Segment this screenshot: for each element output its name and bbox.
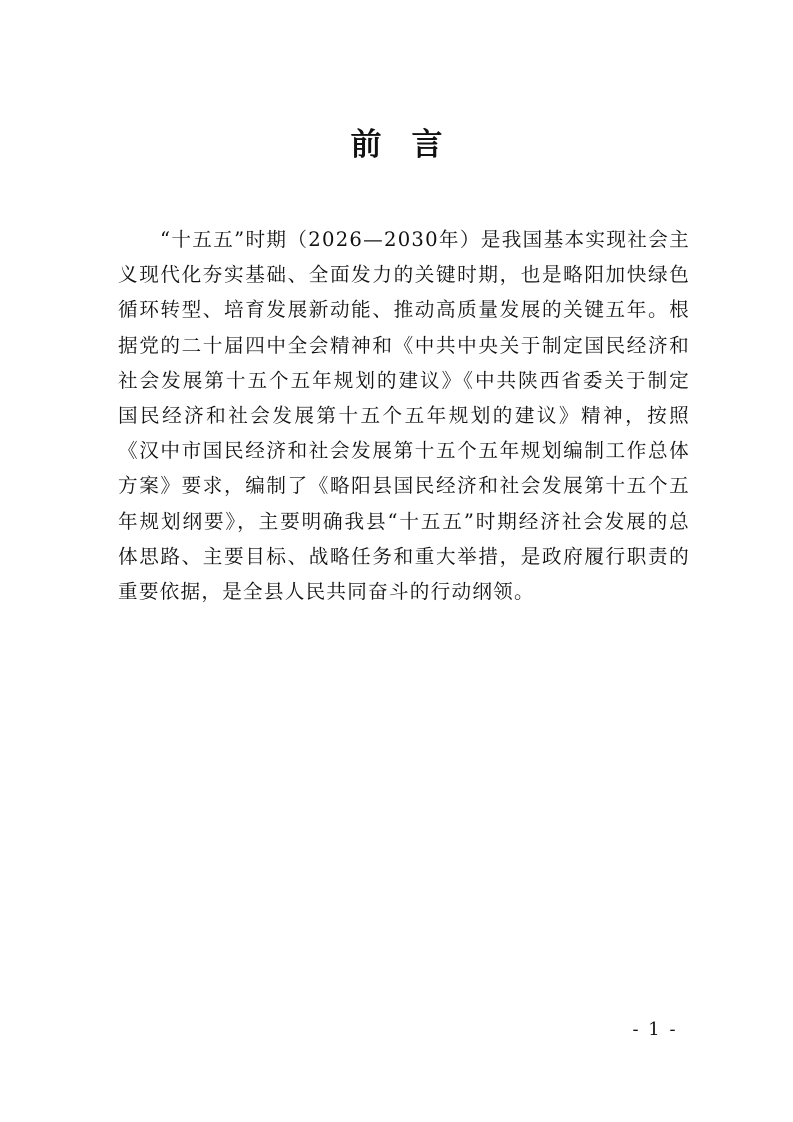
- page-title: 前言: [350, 127, 473, 163]
- page-number: - 1 -: [632, 1019, 678, 1040]
- preface-paragraph: “十五五”时期（2026—2030年）是我国基本实现社会主义现代化夯实基础、全面发力的关键时期，也是略阳加快绿色循环转型、培育发展新动能、推动高质量发展的关键五年。根据党的二十届四中全会精神和《中共中央关于制定国民经济和社会发展第十五个五年规划的建议》《中共陕西省委关于制定国民经济和社会发展第十五个五年规划的建议》精神，按照《汉中市国民经济和社会发展第十五个五年规划编制工作总体方案》要求，编制了《略阳县国民经济和社会发展第十五个五年规划纲要》，主要明确我县“十五五”时期经济社会发展的总体思路、主要目标、战略任务和重大举措，是政府履行职责的重要依据，是全县人民共同奋斗的行动纲领。: [118, 228, 690, 604]
